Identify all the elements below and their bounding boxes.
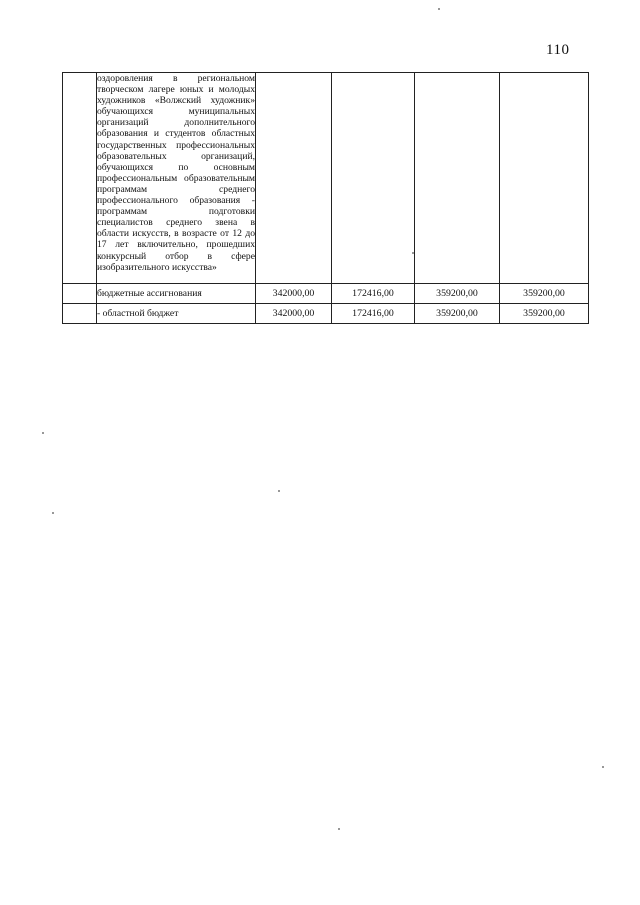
value-cell: 359200,00 [415,284,500,304]
description-line: обучающихся по основным [97,161,255,173]
number-cell [63,284,97,304]
value-cell [415,73,500,284]
scan-speck [438,8,440,10]
scan-speck [602,766,604,768]
description-line: образовательных организаций, [97,150,255,162]
description-line: художников «Волжский художник» [97,95,255,107]
description-line: государственных профессиональных [97,139,255,151]
page-number: 110 [546,42,570,58]
scan-speck [412,252,414,254]
description-line: программам подготовки [97,206,255,218]
description-line: организаций дополнительного [97,117,255,129]
value-cell: 359200,00 [415,304,500,324]
value-cell: 342000,00 [256,284,332,304]
value-cell: 342000,00 [256,304,332,324]
table-row-budget-allocations [63,284,589,304]
description-line: области искусств, в возрасте от 12 до [97,228,255,240]
budget-table [62,72,589,324]
description-line: конкурсный отбор в сфере [97,250,255,262]
description-line: творческом лагере юных и молодых [97,84,255,96]
value-cell: 359200,00 [500,284,589,304]
scan-speck [52,512,54,514]
number-cell [63,73,97,284]
description-line: образования и студентов областных [97,128,255,140]
description-line: обучающихся муниципальных [97,106,255,118]
value-cell [256,73,332,284]
value-cell [332,73,415,284]
value-cell: 172416,00 [332,284,415,304]
scan-speck [42,432,44,434]
value-cell: 359200,00 [500,304,589,324]
description-line: программам среднего [97,183,255,195]
table-row-regional-budget [63,304,589,324]
value-cell: 172416,00 [332,304,415,324]
description-line: изобразительного искусства» [97,261,217,273]
description-line: профессионального образования - [97,195,255,207]
number-cell [63,304,97,324]
description-line: оздоровления в региональном [97,73,255,84]
description-line: 17 лет включительно, прошедших [97,239,255,251]
value-cell [500,73,589,284]
table-row-description [63,73,589,284]
description-cell [97,73,256,284]
row-label: - областной бюджет [97,304,256,324]
description-line: профессиональным образовательным [97,172,255,184]
scan-speck [278,490,280,492]
description-line: специалистов среднего звена в [97,217,255,229]
row-label: бюджетные ассигнования [97,284,256,304]
scan-speck [338,828,340,830]
